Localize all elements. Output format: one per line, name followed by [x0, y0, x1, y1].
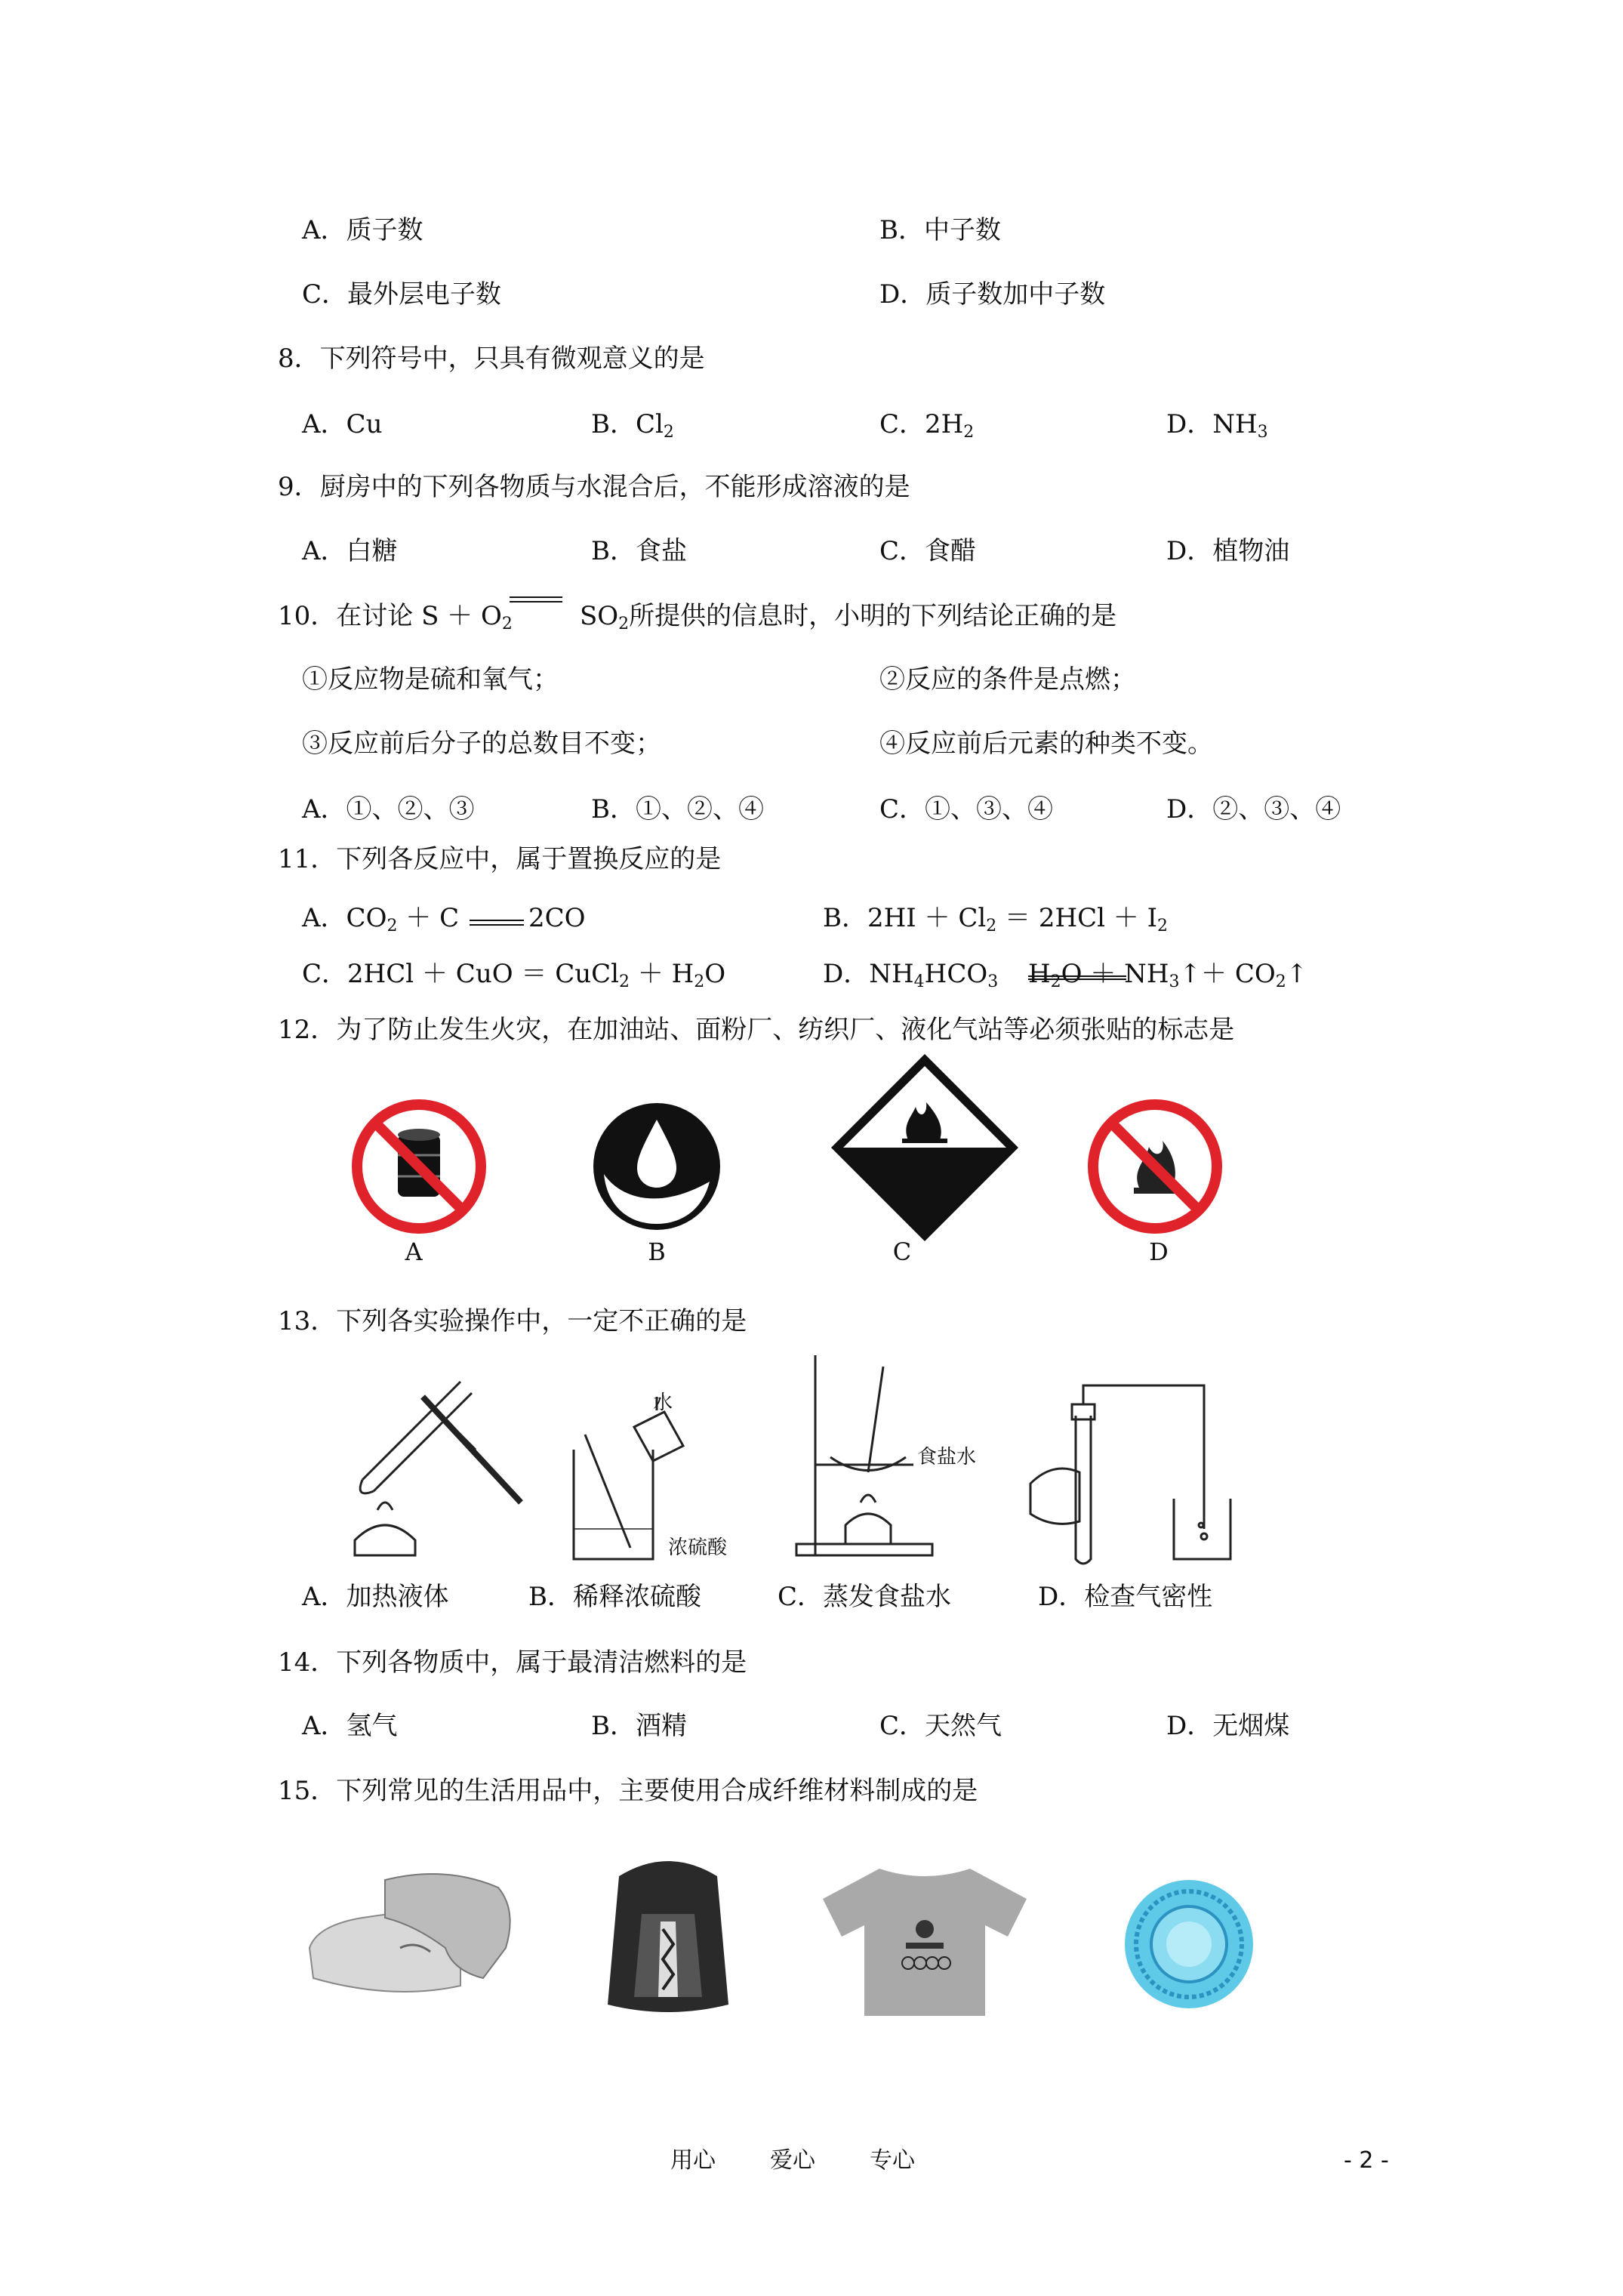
q11-stem: 11．下列各反应中，属于置换反应的是 [278, 844, 722, 874]
gas-tightness-check-apparatus-icon [1023, 1370, 1234, 1570]
q10-option-a: A．①、②、③ [302, 794, 475, 824]
q9-option-c: C．食醋 [879, 536, 977, 566]
q11-option-d-reactant: D．$NH_4HCO_3$ [823, 959, 999, 991]
q13-option-a: A．加热液体 [302, 1582, 449, 1612]
q8-option-a: A．Cu [302, 409, 383, 439]
q10-statement-4: ④反应前后元素的种类不变。 [879, 729, 1213, 759]
q8-option-d: D．$NH_3$ [1166, 409, 1268, 442]
footer-right: 专心 [870, 2147, 915, 2174]
q9-stem: 9．厨房中的下列各物质与水混合后，不能形成溶液的是 [278, 472, 910, 502]
page-number: - 2 - [1344, 2147, 1389, 2174]
sneakers-photo [302, 1857, 521, 2008]
q10-statement-2: ②反应的条件是点燃； [879, 664, 1136, 695]
water-drop-saving-icon [589, 1099, 725, 1234]
q11-option-a: A．$CO_2 + C$ [302, 903, 460, 935]
q12-label-d: D [1149, 1237, 1169, 1266]
q8-stem: 8．下列符号中，只具有微观意义的是 [278, 344, 705, 374]
q14-option-a: A．氢气 [302, 1711, 398, 1741]
no-fire-sign-icon [1087, 1099, 1223, 1234]
acid-label: 浓硫酸 [668, 1536, 728, 1559]
q9-option-b: B．食盐 [591, 536, 687, 566]
q9-option-a: A．白糖 [302, 536, 398, 566]
q14-stem: 14．下列各物质中，属于最清洁燃料的是 [278, 1647, 747, 1678]
q11-option-d-products: $H_2O$ ＋ $NH_3↑+$ $CO_2↑$ [1028, 959, 1308, 991]
backpack-photo [596, 1846, 740, 2020]
plastic-basket-photo [1121, 1876, 1257, 2012]
reaction-equals-sign [510, 596, 562, 603]
q12-label-c: C [892, 1237, 912, 1266]
q10-option-b: B．①、②、④ [591, 794, 764, 824]
q7-option-d: D．质子数加中子数 [879, 279, 1106, 310]
q12-label-b: B [648, 1237, 666, 1266]
q10-stem-part2: $SO_2$所提供的信息时，小明的下列结论正确的是 [580, 601, 1117, 633]
reaction-equals-sign [1028, 975, 1126, 980]
q11-option-a-product: 2CO [528, 903, 586, 933]
brine-label: 食盐水 [917, 1446, 977, 1469]
q8-option-c: C．$2H_2$ [879, 409, 975, 442]
reaction-equals-sign [470, 920, 524, 926]
q7-option-c: C．最外层电子数 [302, 279, 502, 310]
q14-option-b: B．酒精 [591, 1711, 687, 1741]
footer-mid: 爱心 [770, 2147, 815, 2174]
q7-option-b: B．中子数 [879, 215, 1001, 245]
q11-option-c: C．2HCl ＋ CuO ＝ CuCl$_2$ ＋ $H_2O$ [302, 959, 726, 991]
q8-option-b: B．$Cl_2$ [591, 409, 674, 442]
q11-option-b: B．$2HI + Cl_2 = 2HCl + I_2$ [823, 903, 1169, 935]
q13-option-d: D．检查气密性 [1038, 1582, 1213, 1612]
q10-statement-1: ①反应物是硫和氧气； [302, 664, 559, 695]
q14-option-c: C．天然气 [879, 1711, 1002, 1741]
q10-option-d: D．②、③、④ [1166, 794, 1341, 824]
flammable-diamond-sign-icon [827, 1049, 1023, 1246]
q12-label-a: A [405, 1237, 423, 1266]
water-label: 水 [653, 1391, 673, 1414]
heating-liquid-apparatus-icon [332, 1367, 528, 1570]
q10-statement-3: ③反应前后分子的总数目不变； [302, 729, 661, 759]
q13-stem: 13．下列各实验操作中，一定不正确的是 [278, 1306, 747, 1336]
q10-option-c: C．①、③、④ [879, 794, 1054, 824]
q12-stem: 12．为了防止发生火灾，在加油站、面粉厂、纺织厂、液化气站等必须张贴的标志是 [278, 1015, 1235, 1045]
q14-option-d: D．无烟煤 [1166, 1711, 1290, 1741]
q9-option-d: D．植物油 [1166, 536, 1290, 566]
q10-stem-part1: 10．在讨论 $S + O_2$ [278, 601, 513, 633]
no-oil-drum-sign-icon [351, 1099, 487, 1234]
footer-left: 用心 [670, 2147, 716, 2174]
q13-option-c: C．蒸发食盐水 [778, 1582, 952, 1612]
q7-option-a: A．质子数 [302, 215, 423, 245]
q13-option-b: B．稀释浓硫酸 [528, 1582, 701, 1612]
q15-stem: 15．下列常见的生活用品中，主要使用合成纤维材料制成的是 [278, 1776, 978, 1806]
t-shirt-photo [819, 1861, 1030, 2020]
